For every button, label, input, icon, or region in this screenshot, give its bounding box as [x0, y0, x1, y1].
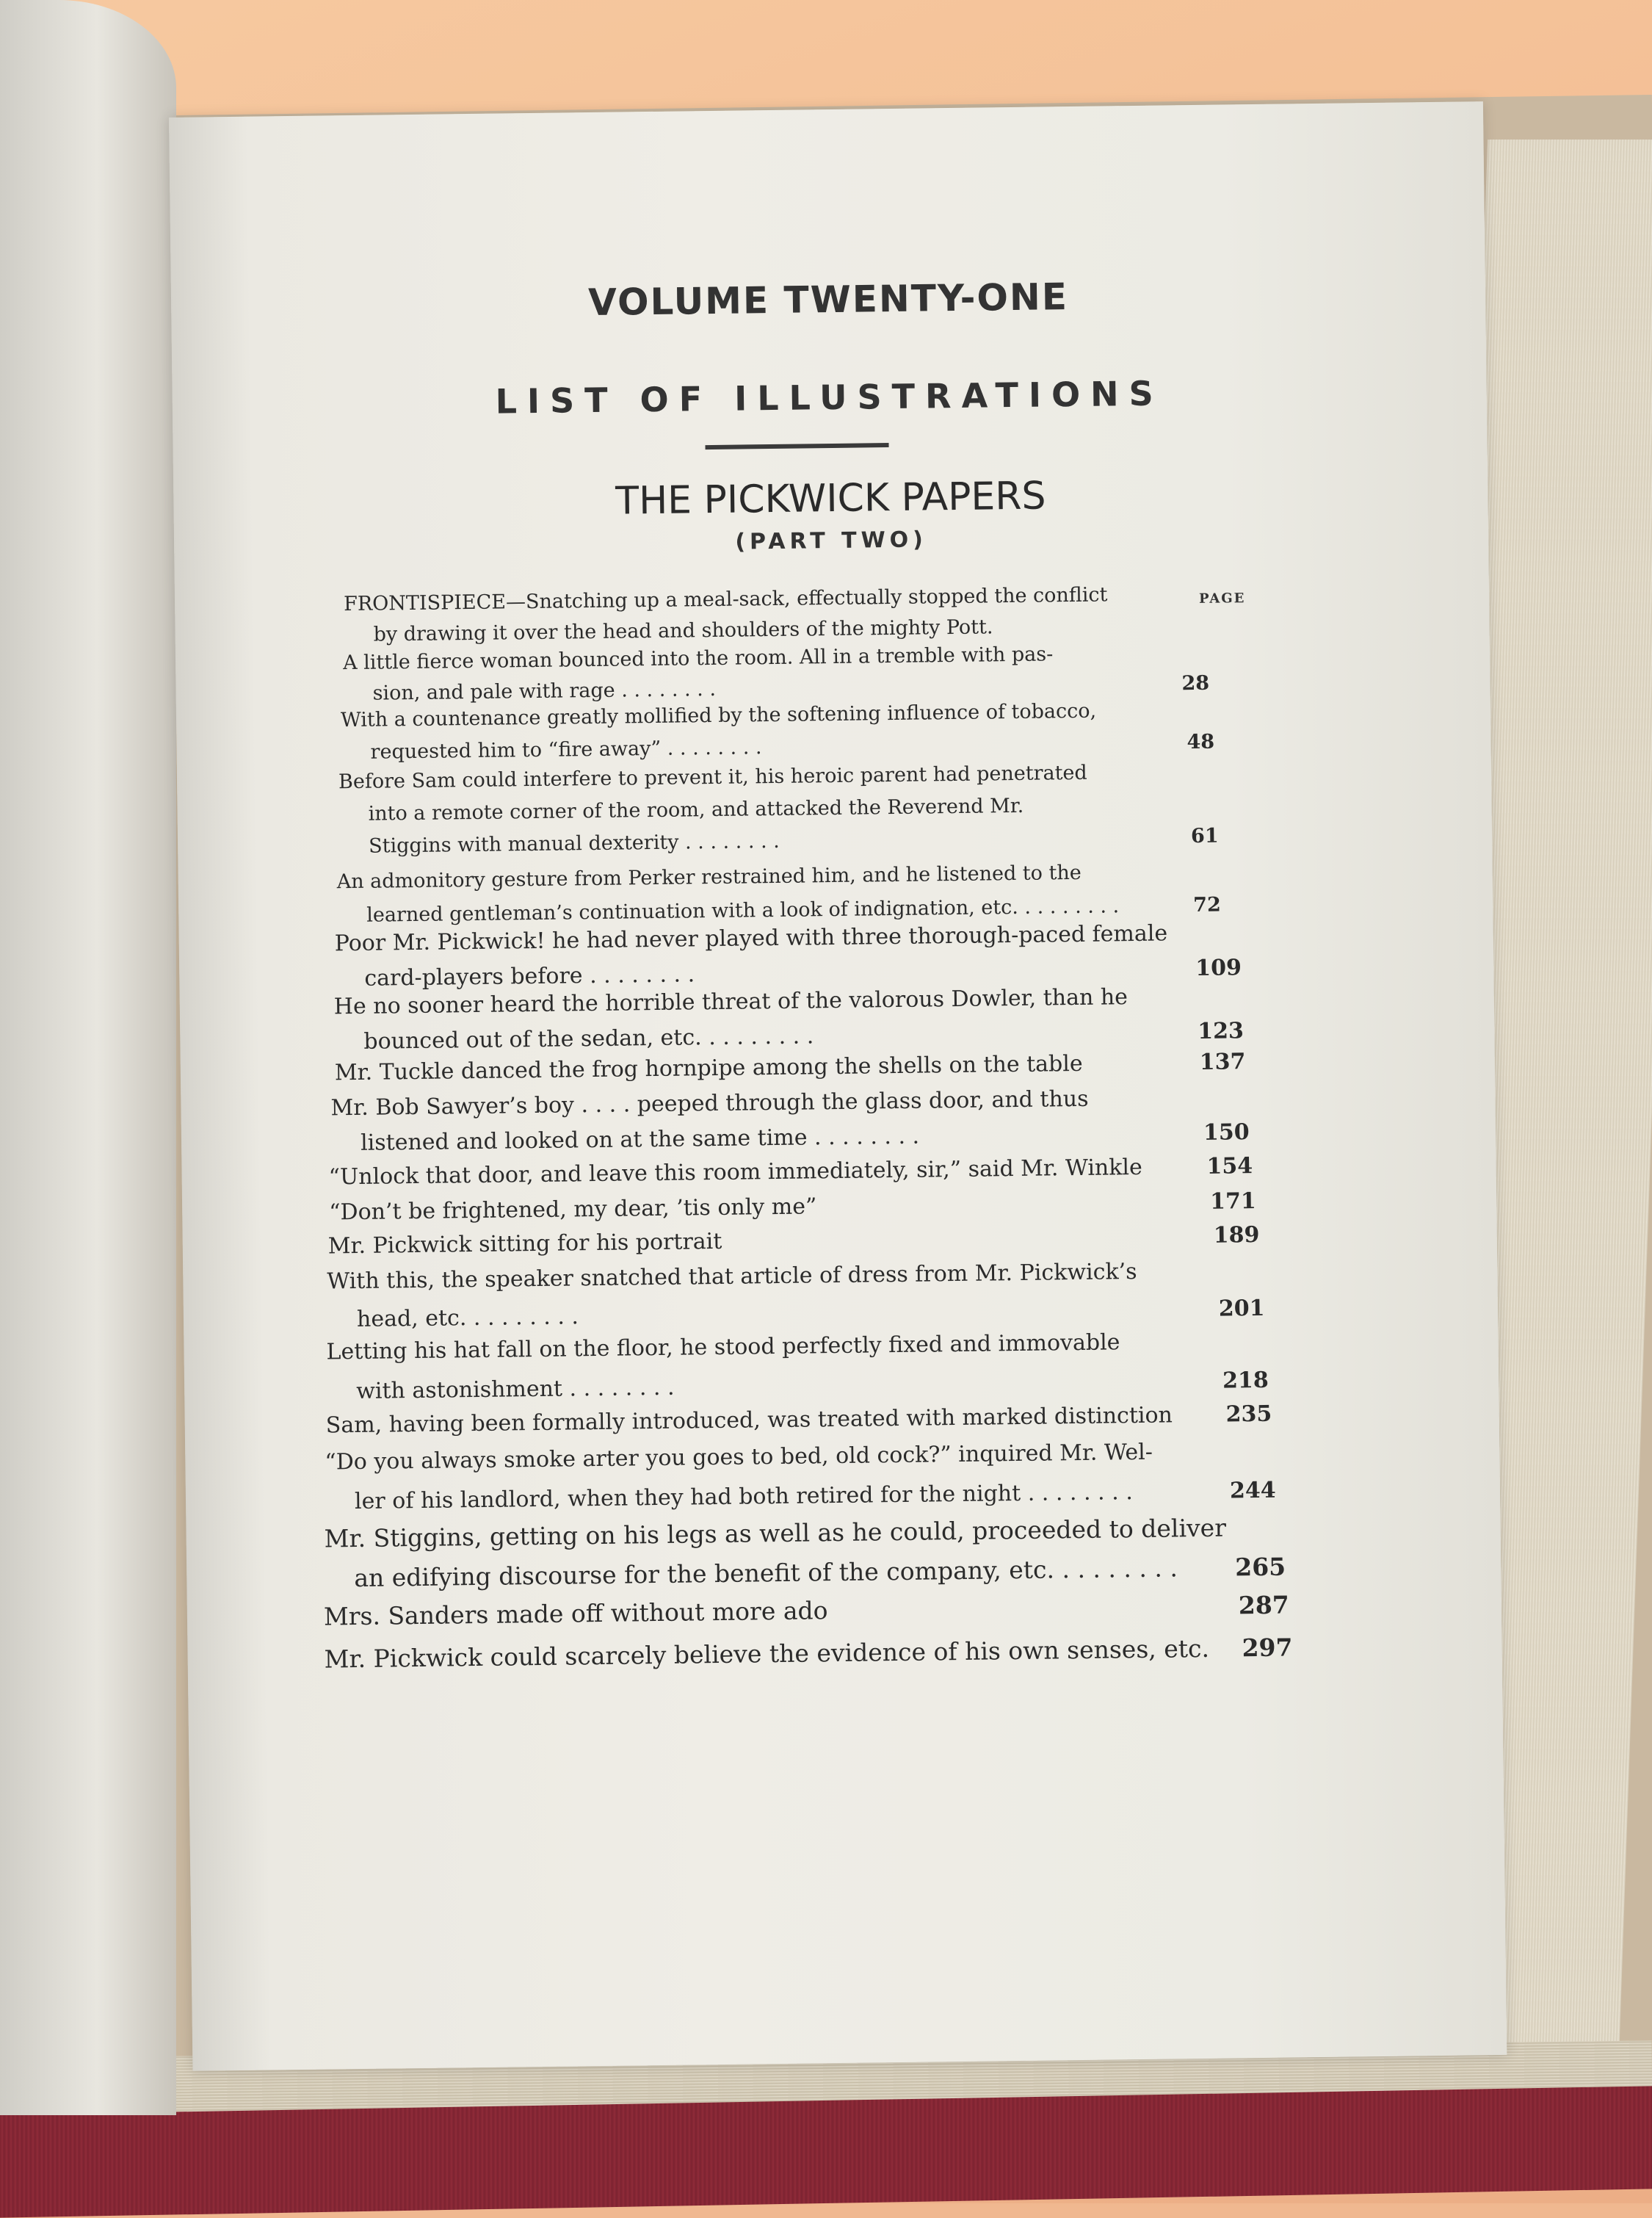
- page-column-label: PAGE: [1198, 590, 1246, 607]
- illustration-caption-line: “Do you always smoke arter you goes to bed, old cock?” inquired Mr. Wel-: [325, 1439, 1153, 1475]
- illustration-page-number: 137: [1199, 1049, 1246, 1075]
- illustration-page-number: 150: [1203, 1119, 1250, 1146]
- illustration-caption-line: Before Sam could interfere to prevent it, his heroic parent had penetrated: [338, 761, 1087, 794]
- illustration-caption-line: “Unlock that door, and leave this room immediately, sir,” said Mr. Winkle: [328, 1154, 1142, 1191]
- illustration-page-number: 265: [1234, 1552, 1286, 1582]
- illustration-caption-line: ler of his landlord, when they had both retired for the night . . . . . . . .: [354, 1479, 1133, 1515]
- part-title: (PART TWO): [735, 527, 928, 555]
- illustration-page-number: 72: [1193, 893, 1221, 917]
- illustration-caption-line: An admonitory gesture from Perker restrained him, and he listened to the: [336, 861, 1082, 894]
- illustration-caption-line: “Don’t be frightened, my dear, ’tis only me”: [329, 1193, 817, 1226]
- illustration-caption-line: Mrs. Sanders made off without more ado: [323, 1596, 828, 1631]
- illustration-caption-line: requested him to “fire away” . . . . . . . .: [370, 736, 762, 764]
- book-page: [169, 101, 1507, 2071]
- illustration-page-number: 154: [1206, 1153, 1253, 1180]
- illustration-page-number: 123: [1198, 1018, 1245, 1044]
- illustration-page-number: 109: [1195, 955, 1242, 982]
- list-title: LIST OF ILLUSTRATIONS: [495, 373, 1164, 422]
- illustration-caption-line: by drawing it over the head and shoulders of the mighty Pott.: [373, 615, 993, 646]
- illustration-caption-line: Letting his hat fall on the floor, he stood perfectly fixed and immovable: [326, 1329, 1120, 1365]
- illustration-caption-line: learned gentleman’s continuation with a look of indignation, etc. . . . . . . . .: [366, 895, 1120, 927]
- illustration-caption-line: A little fierce woman bounced into the room. All in a tremble with pas-: [342, 643, 1054, 675]
- illustration-caption-line: head, etc. . . . . . . . .: [356, 1304, 579, 1332]
- illustration-caption-line: into a remote corner of the room, and attacked the Reverend Mr.: [368, 794, 1024, 826]
- illustration-caption-line: Sam, having been formally introduced, was treated with marked distinction: [325, 1402, 1173, 1439]
- page-content: [169, 101, 1507, 2071]
- illustration-caption-line: Mr. Tuckle danced the frog hornpipe among the shells on the table: [334, 1050, 1083, 1086]
- illustration-caption-line: listened and looked on at the same time . . . . . . . .: [360, 1123, 920, 1156]
- illustration-page-number: 48: [1187, 730, 1215, 754]
- illustration-caption-line: Mr. Bob Sawyer’s boy . . . . peeped through the glass door, and thus: [330, 1085, 1089, 1121]
- illustration-caption-line: FRONTISPIECE—Snatching up a meal-sack, effectually stopped the conflict: [343, 583, 1108, 616]
- illustration-page-number: 244: [1229, 1477, 1276, 1504]
- illustration-caption-line: With this, the speaker snatched that article of dress from Mr. Pickwick’s: [327, 1259, 1137, 1295]
- illustration-caption-line: card-players before . . . . . . . .: [364, 961, 695, 991]
- illustration-caption-line: Mr. Pickwick sitting for his portrait: [327, 1228, 722, 1260]
- illustration-caption-line: He no sooner heard the horrible threat of the valorous Dowler, than he: [333, 984, 1128, 1020]
- illustration-caption-line: With a countenance greatly mollified by the softening influence of tobacco,: [340, 699, 1097, 732]
- illustration-caption-line: Poor Mr. Pickwick! he had never played with three thorough-paced female: [334, 920, 1168, 957]
- illustration-page-number: 189: [1213, 1221, 1260, 1249]
- illustration-page-number: 61: [1190, 824, 1219, 848]
- illustration-page-number: 28: [1181, 671, 1210, 696]
- illustration-caption-line: Mr. Pickwick could scarcely believe the evidence of his own senses, etc.: [324, 1633, 1210, 1674]
- illustration-caption-line: Stiggins with manual dexterity . . . . . . . .: [368, 829, 780, 858]
- illustration-page-number: 235: [1225, 1401, 1272, 1428]
- illustration-page-number: 201: [1218, 1295, 1265, 1322]
- illustration-caption-line: Mr. Stiggins, getting on his legs as well as he could, proceeded to deliver: [324, 1513, 1227, 1553]
- volume-title: VOLUME TWENTY-ONE: [587, 275, 1069, 325]
- illustration-caption-line: with astonishment . . . . . . . .: [355, 1374, 675, 1405]
- illustration-caption-line: sion, and pale with rage . . . . . . . .: [372, 677, 717, 705]
- illustration-list: [169, 101, 1507, 2071]
- illustration-page-number: 287: [1238, 1590, 1289, 1620]
- illustration-caption-line: an edifying discourse for the benefit of the company, etc. . . . . . . . .: [354, 1553, 1178, 1593]
- illustration-caption-line: bounced out of the sedan, etc. . . . . . . . .: [363, 1023, 814, 1055]
- left-page-curl: [0, 0, 176, 2115]
- illustration-page-number: 218: [1222, 1367, 1269, 1394]
- illustration-page-number: 297: [1242, 1633, 1293, 1663]
- illustration-page-number: 171: [1209, 1188, 1256, 1215]
- book-title: THE PICKWICK PAPERS: [615, 474, 1046, 524]
